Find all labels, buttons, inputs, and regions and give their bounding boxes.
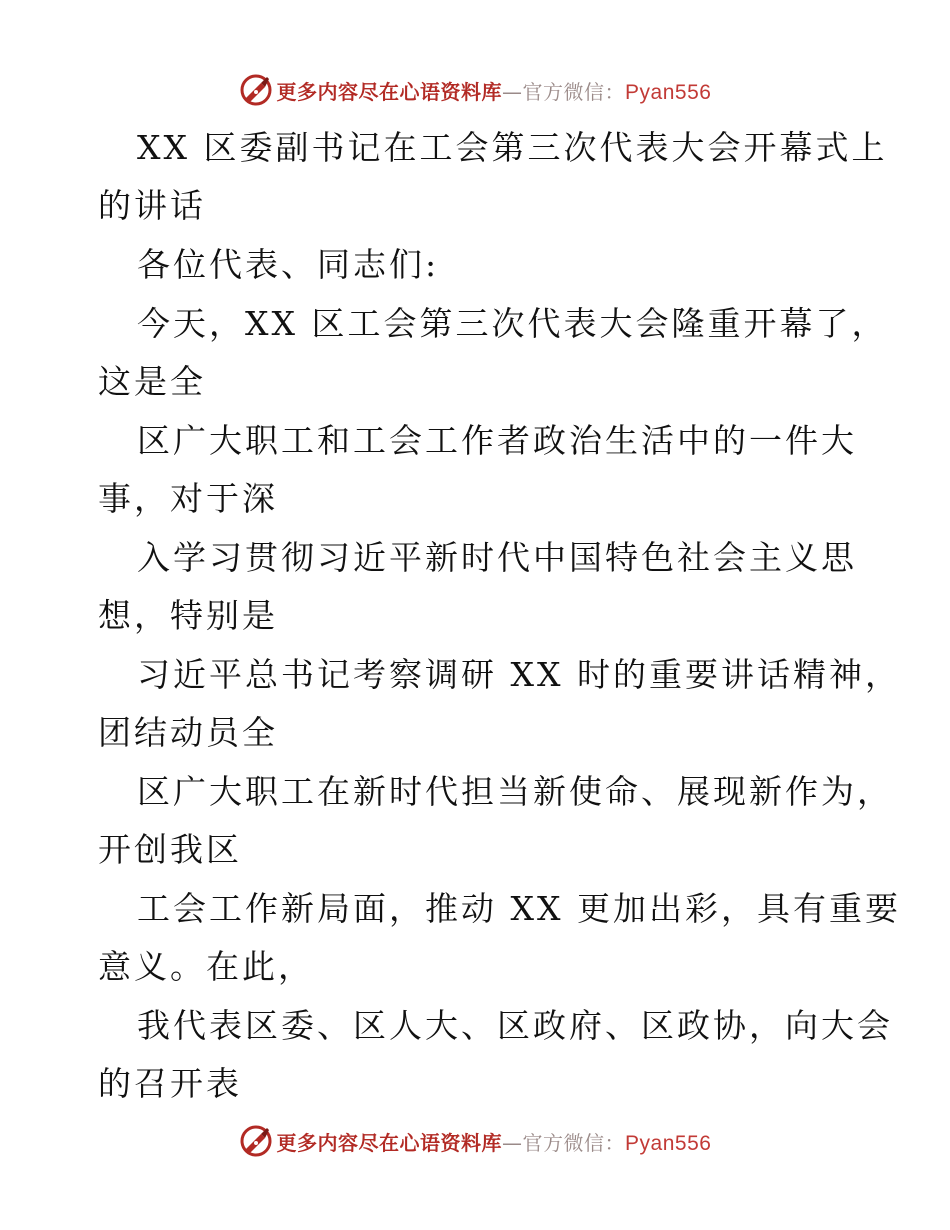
- paragraph-line: 开创我区: [98, 830, 242, 869]
- paragraph-line: 习近平总书记考察调研 XX 时的重要讲话精神，: [137, 655, 901, 694]
- paragraph-line: 想，特别是: [98, 596, 278, 635]
- paragraph-line: 工会工作新局面，推动 XX 更加出彩，具有重要: [137, 889, 901, 928]
- salutation: 各位代表、同志们:: [137, 245, 440, 284]
- footer-watermark: [0, 1121, 950, 1161]
- paragraph-line: 的召开表: [98, 1064, 242, 1103]
- paragraph-line: 今天，XX 区工会第三次代表大会隆重开幕了，: [137, 304, 888, 343]
- watermark-dash: —: [502, 79, 523, 104]
- watermark-brand-text: 更多内容尽在心语资料库: [276, 79, 503, 104]
- title-line-2: 的讲话: [98, 186, 206, 225]
- title-line-1: XX 区委副书记在工会第三次代表大会开幕式上: [137, 128, 888, 167]
- watermark-brand-text: 更多内容尽在心语资料库: [276, 1130, 503, 1155]
- paragraph-line: 团结动员全: [98, 713, 278, 752]
- watermark-dash: —: [502, 1130, 523, 1155]
- watermark-wechat-id: Pyan556: [625, 1131, 712, 1155]
- pen-nib-logo-icon: [239, 1124, 273, 1158]
- paragraph-line: 事，对于深: [98, 479, 278, 518]
- watermark-wechat-label: 官方微信：: [522, 1130, 626, 1155]
- header-watermark: [0, 70, 950, 110]
- watermark-wechat-label: 官方微信：: [522, 79, 626, 104]
- paragraph-line: 区广大职工和工会工作者政治生活中的一件大: [137, 421, 857, 460]
- paragraph-line: 我代表区委、区人大、区政府、区政协，向大会: [137, 1006, 893, 1045]
- paragraph-line: 意义。在此，: [98, 947, 314, 986]
- paragraph-line: 区广大职工在新时代担当新使命、展现新作为，: [137, 772, 893, 811]
- paragraph-line: 入学习贯彻习近平新时代中国特色社会主义思: [137, 538, 857, 577]
- paragraph-line: 这是全: [98, 362, 206, 401]
- pen-nib-logo-icon: [239, 73, 273, 107]
- watermark-wechat-id: Pyan556: [625, 80, 712, 104]
